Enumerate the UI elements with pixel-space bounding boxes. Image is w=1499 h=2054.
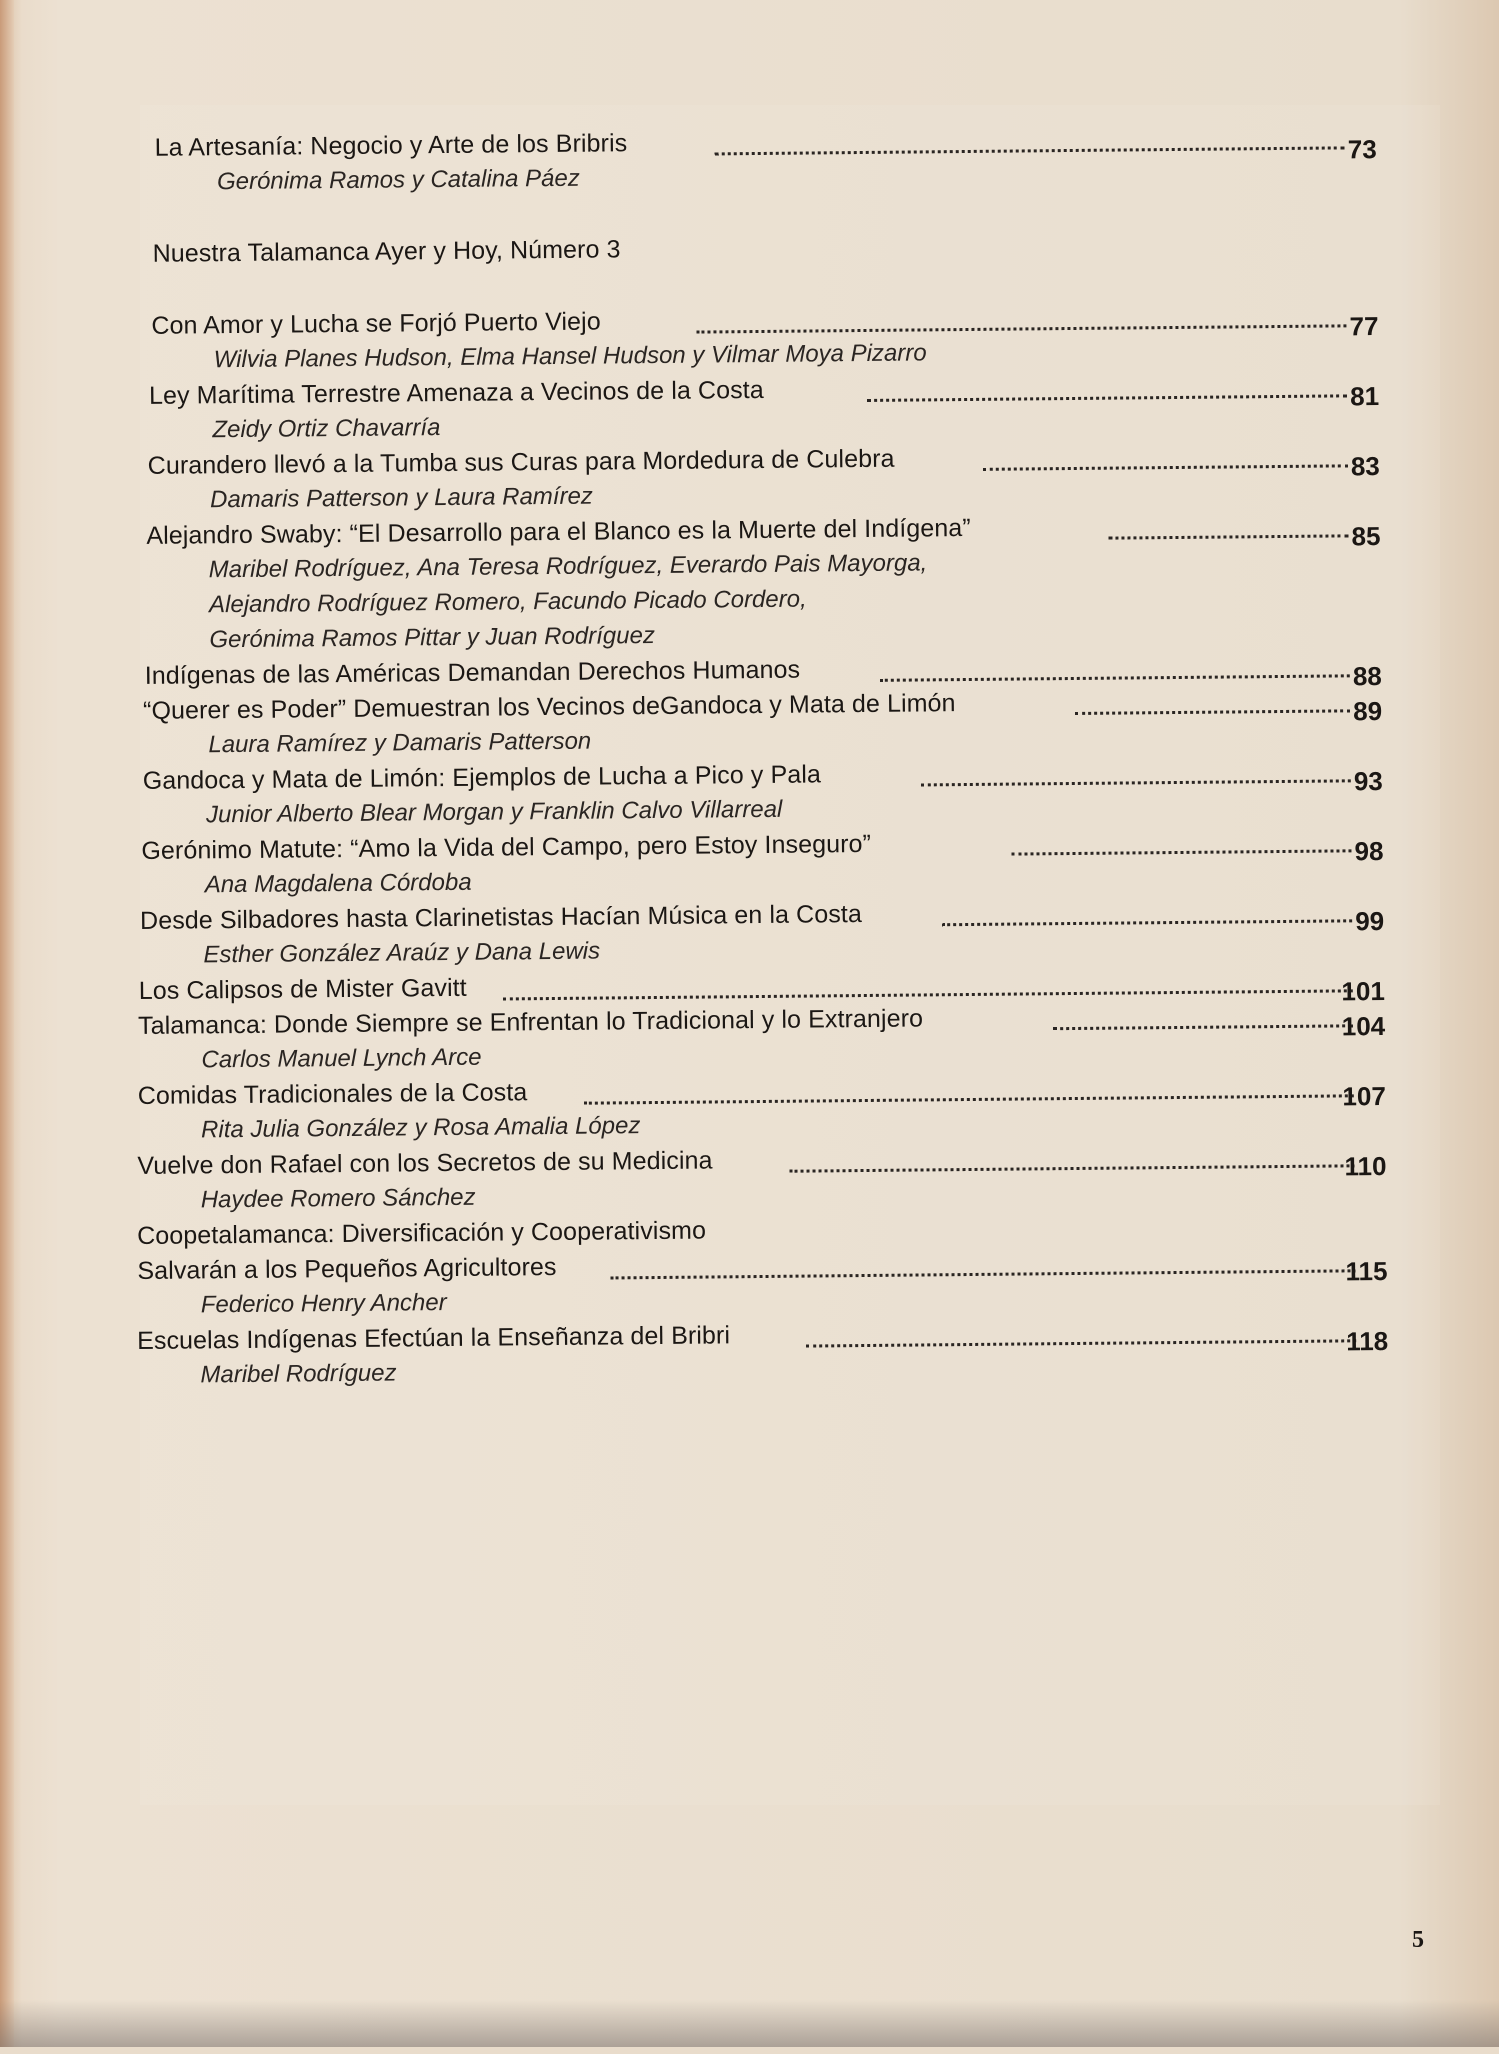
- entry-author: Maribel Rodríguez, Ana Teresa Rodríguez, Everardo Pais Mayorga,: [208, 549, 928, 584]
- entry-author: Alejandro Rodríguez Romero, Facundo Picado Cordero,: [208, 585, 807, 619]
- dot-leader: [1075, 709, 1350, 715]
- entry-page-number: 83: [1350, 451, 1380, 482]
- entry-page-number: 93: [1353, 766, 1383, 797]
- entry-title-line[interactable]: Salvarán a los Pequeños Agricultores: [137, 1252, 557, 1286]
- entry-page-number: 81: [1350, 381, 1380, 412]
- dot-leader: [983, 464, 1348, 471]
- entry-page-number: 89: [1353, 696, 1383, 727]
- entry-title[interactable]: Gerónimo Matute: “Amo la Vida del Campo, pero Estoy Inseguro”: [141, 829, 872, 865]
- entry-author: Federico Henry Ancher: [200, 1289, 447, 1319]
- entry-title-line[interactable]: Coopetalamanca: Diversificación y Cooperativismo: [136, 1216, 707, 1251]
- entry-author: Esther González Araúz y Dana Lewis: [203, 937, 601, 969]
- entry-title[interactable]: Curandero llevó a la Tumba sus Curas para Mordedura de Culebra: [147, 444, 895, 480]
- dot-leader: [611, 1269, 1356, 1279]
- entry-author: Laura Ramírez y Damaris Patterson: [208, 727, 592, 759]
- entry-title[interactable]: Desde Silbadores hasta Clarinetistas Hacían Música en la Costa: [139, 900, 863, 935]
- dot-leader: [696, 324, 1346, 333]
- entry-author: Gerónima Ramos Pittar y Juan Rodríguez: [209, 622, 656, 654]
- entry-title[interactable]: Comidas Tradicionales de la Costa: [137, 1078, 528, 1110]
- entry-title[interactable]: Escuelas Indígenas Efectúan la Enseñanza del Bribri: [136, 1321, 731, 1356]
- entry-title[interactable]: Vuelve don Rafael con los Secretos de su Medicina: [137, 1146, 713, 1180]
- entry-page-number: 77: [1349, 311, 1379, 342]
- entry-title[interactable]: Gandoca y Mata de Limón: Ejemplos de Lucha a Pico y Pala: [142, 760, 822, 795]
- entry-page-number: 88: [1352, 661, 1382, 692]
- entry-page-number: 107: [1342, 1081, 1386, 1112]
- entry-title[interactable]: La Artesanía: Negocio y Arte de los Bribris: [154, 129, 628, 162]
- entry-page-number: 85: [1351, 521, 1381, 552]
- dot-leader: [503, 989, 1353, 1000]
- dot-leader: [584, 1094, 1354, 1104]
- entry-page-number: 118: [1346, 1326, 1389, 1357]
- entry-page-number: 73: [1347, 134, 1377, 165]
- dot-leader: [942, 919, 1352, 926]
- entry-page-number: 98: [1354, 836, 1384, 867]
- entry-title[interactable]: Con Amor y Lucha se Forjó Puerto Viejo: [151, 307, 601, 340]
- page-number: 5: [1412, 1927, 1424, 1953]
- entry-author: Zeidy Ortiz Chavarría: [212, 414, 441, 444]
- entry-title[interactable]: Ley Marítima Terrestre Amenaza a Vecinos de la Costa: [148, 375, 764, 410]
- entry-page-number: 99: [1355, 906, 1385, 937]
- entry-page-number: 104: [1341, 1011, 1386, 1042]
- entry-author: Junior Alberto Blear Morgan y Franklin Calvo Villarreal: [205, 795, 783, 829]
- entry-title[interactable]: Indígenas de las Américas Demandan Derechos Humanos: [144, 655, 801, 690]
- dot-leader: [1011, 849, 1351, 855]
- entry-author: Gerónima Ramos y Catalina Páez: [216, 164, 580, 196]
- dot-leader: [867, 394, 1347, 402]
- entry-author: Ana Magdalena Córdoba: [204, 868, 472, 899]
- dot-leader: [715, 146, 1345, 155]
- dot-leader: [1108, 534, 1348, 539]
- entry-author: Haydee Romero Sánchez: [200, 1183, 476, 1214]
- entry-title[interactable]: “Querer es Poder” Demuestran los Vecinos deGandoca y Mata de Limón: [142, 689, 956, 725]
- section-heading: Nuestra Talamanca Ayer y Hoy, Número 3: [152, 235, 621, 268]
- dot-leader: [790, 1164, 1355, 1172]
- entry-author: Carlos Manuel Lynch Arce: [201, 1043, 482, 1074]
- entry-author: Damaris Patterson y Laura Ramírez: [209, 482, 593, 514]
- entry-page-number: 110: [1344, 1151, 1387, 1182]
- entry-author: Maribel Rodríguez: [200, 1359, 397, 1389]
- dot-leader: [880, 674, 1350, 682]
- entry-title[interactable]: Los Calipsos de Mister Gavitt: [138, 973, 467, 1005]
- entry-author: Wilvia Planes Hudson, Elma Hansel Hudson y Vilmar Moya Pizarro: [213, 339, 927, 374]
- page-bottom-shadow: [0, 2000, 1499, 2047]
- entry-page-number: 101: [1341, 976, 1385, 1007]
- entry-author: Rita Julia González y Rosa Amalia López: [200, 1112, 641, 1144]
- entry-title[interactable]: Talamanca: Donde Siempre se Enfrentan lo Tradicional y lo Extranjero: [137, 1004, 924, 1040]
- dot-leader: [921, 779, 1351, 786]
- dot-leader: [1053, 1024, 1353, 1030]
- dot-leader: [806, 1339, 1356, 1347]
- entry-page-number: 115: [1345, 1256, 1388, 1287]
- entry-title[interactable]: Alejandro Swaby: “El Desarrollo para el Blanco es la Muerte del Indígena”: [146, 513, 971, 550]
